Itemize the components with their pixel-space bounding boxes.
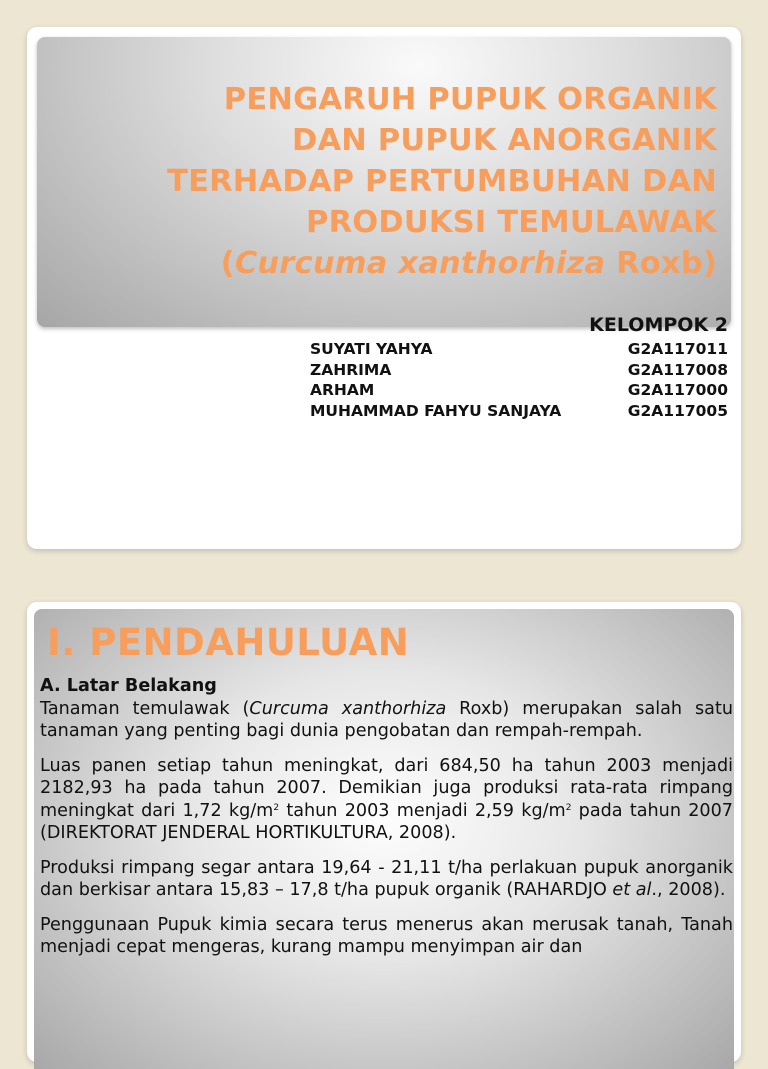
species-name: Curcuma xanthorhiza <box>234 246 606 281</box>
text: Luas panen setiap tahun meningkat, dari 684,50 ha tahun 2003 menjadi 2182,93 ha pada tahun 2007. Demikian juga produksi rata-rata rimpang meningkat dari 1,72 kg/m <box>40 755 733 821</box>
species-name: Curcuma xanthorhiza <box>249 698 447 719</box>
species-author: Roxb) <box>605 246 717 281</box>
section-heading: I. PENDAHULUAN <box>47 621 410 664</box>
group-label: KELOMPOK 2 <box>589 314 728 336</box>
superscript: 2 <box>273 802 280 813</box>
member-nim: G2A117011 <box>627 340 728 358</box>
superscript: 2 <box>565 802 572 813</box>
text: pada tahun 2007 (DIREKTORAT JENDERAL HORTIKULTURA, 2008). <box>40 800 733 843</box>
slide-title <box>37 79 717 284</box>
member-row <box>310 360 728 381</box>
section-body <box>40 675 733 971</box>
title-line-species <box>37 243 717 284</box>
text: tahun 2003 menjadi 2,59 kg/m <box>279 800 566 821</box>
paragraph-3 <box>40 857 733 902</box>
member-row <box>310 401 728 422</box>
member-name: SUYATI YAHYA <box>310 340 433 358</box>
paragraph-4: Penggunaan Pupuk kimia secara terus menerus akan merusak tanah, Tanah menjadi cepat mengeras, kurang mampu menyimpan air dan <box>40 914 733 957</box>
member-nim: G2A117008 <box>627 360 728 379</box>
text: ., 2008). <box>651 880 726 900</box>
paragraph-1 <box>40 698 733 743</box>
member-row <box>310 380 728 401</box>
text: Tanaman temulawak ( <box>40 698 250 719</box>
member-name: ZAHRIMA <box>310 360 392 379</box>
member-name: ARHAM <box>310 381 375 399</box>
text: Roxb) merupakan salah satu tanaman yang penting bagi dunia pengobatan dan rempah-rempah. <box>40 698 733 741</box>
title-line: PRODUKSI TEMULAWAK <box>306 205 717 240</box>
title-slide <box>27 27 741 549</box>
title-paren: ( <box>220 246 235 281</box>
title-line: PENGARUH PUPUK ORGANIK <box>223 82 717 117</box>
title-line: TERHADAP PERTUMBUHAN DAN <box>167 164 717 199</box>
member-row <box>310 339 728 360</box>
title-line: DAN PUPUK ANORGANIK <box>291 123 717 158</box>
member-list <box>310 339 728 421</box>
content-slide <box>27 602 741 1062</box>
text: Produksi rimpang segar antara 19,64 - 21,11 t/ha perlakuan pupuk anorganik dan berkisar antara 15,83 – 17,8 t/ha pupuk organik (RAHARDJO <box>40 857 733 900</box>
member-nim: G2A117000 <box>627 381 728 399</box>
citation-etal: et al <box>612 880 652 900</box>
subheading: A. Latar Belakang <box>40 676 217 696</box>
paragraph-2 <box>40 755 733 845</box>
title-box <box>37 37 731 327</box>
content-box <box>34 609 734 1069</box>
member-nim: G2A117005 <box>627 401 728 420</box>
member-name: MUHAMMAD FAHYU SANJAYA <box>310 401 562 420</box>
